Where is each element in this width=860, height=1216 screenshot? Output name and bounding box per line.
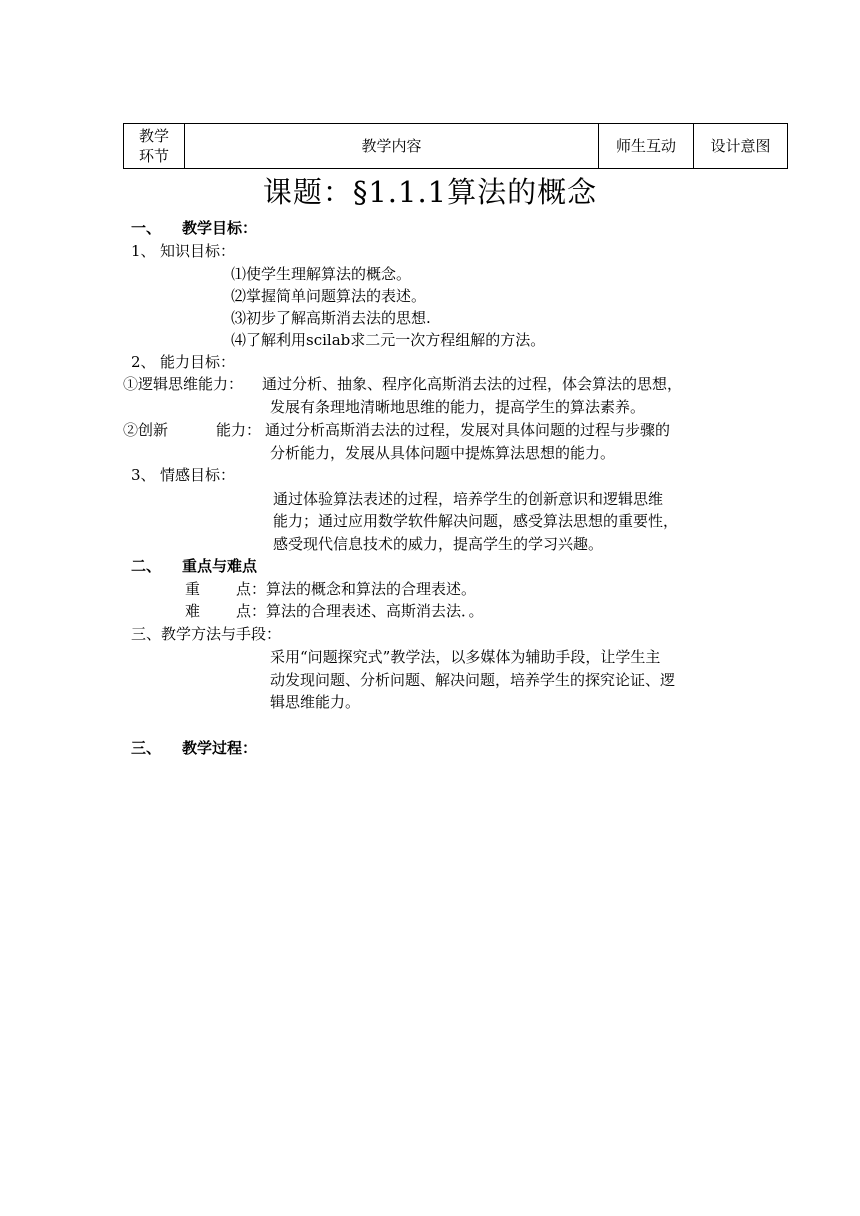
innovation-ability-line: 分析能力，发展从具体问题中提炼算法思想的能力。 xyxy=(270,444,616,462)
ability-label: 能力目标： xyxy=(160,353,236,371)
header-table xyxy=(123,123,788,169)
ability-number: 2、 xyxy=(131,353,156,371)
innovation-ability-label: ②创新 xyxy=(123,421,169,439)
section2-heading: 重点与难点 xyxy=(182,557,258,575)
innovation-ability-label-suffix: 能力： xyxy=(216,421,262,439)
header-cell-section xyxy=(124,124,185,169)
method-line: 辑思维能力。 xyxy=(270,693,361,711)
header-row xyxy=(124,124,788,169)
header-cell-section-line2: 环节 xyxy=(138,147,169,165)
knowledge-number: 1、 xyxy=(131,242,156,260)
emotion-number: 3、 xyxy=(131,466,156,484)
knowledge-item: ⑶初步了解高斯消去法的思想. xyxy=(231,309,431,327)
section1-heading: 教学目标： xyxy=(182,219,258,237)
section4-heading: 教学过程： xyxy=(182,739,258,757)
lesson-title: 课题：§1.1.1算法的概念 xyxy=(262,175,598,209)
header-cell-section-line1: 教学 xyxy=(138,127,169,145)
section4-number: 三、 xyxy=(131,739,162,757)
section2-number: 二、 xyxy=(131,557,162,575)
knowledge-label: 知识目标： xyxy=(160,242,236,260)
knowledge-item: ⑷了解利用scilab求二元一次方程组解的方法。 xyxy=(231,331,546,349)
knowledge-item: ⑵掌握简单问题算法的表述。 xyxy=(231,287,427,305)
header-cell-interaction: 师生互动 xyxy=(599,124,694,169)
logic-ability-line: 发展有条理地清晰地思维的能力，提高学生的算法素养。 xyxy=(270,398,646,416)
header-cell-content: 教学内容 xyxy=(185,124,599,169)
key-point-text: 算法的概念和算法的合理表述。 xyxy=(266,580,477,598)
difficulty-label-suffix: 点： xyxy=(236,602,267,620)
section1-number: 一、 xyxy=(131,219,162,237)
logic-ability-line: 通过分析、抽象、程序化高斯消去法的过程，体会算法的思想， xyxy=(262,375,683,393)
emotion-label: 情感目标： xyxy=(160,466,236,484)
innovation-ability-line: 通过分析高斯消去法的过程，发展对具体问题的过程与步骤的 xyxy=(265,421,671,439)
section3-heading: 三、教学方法与手段： xyxy=(131,625,282,643)
logic-ability-label: ①逻辑思维能力： xyxy=(123,375,244,393)
difficulty-text: 算法的合理表述、高斯消去法．。 xyxy=(266,602,484,620)
emotion-line: 通过体验算法表述的过程，培养学生的创新意识和逻辑思维 xyxy=(273,490,664,508)
difficulty-label: 难 xyxy=(185,602,201,620)
knowledge-item: ⑴使学生理解算法的概念。 xyxy=(231,265,412,283)
key-point-label: 重 xyxy=(185,580,201,598)
emotion-line: 能力；通过应用数学软件解决问题，感受算法思想的重要性， xyxy=(273,512,679,530)
emotion-line: 感受现代信息技术的威力，提高学生的学习兴趣。 xyxy=(273,535,604,553)
key-point-label-suffix: 点： xyxy=(236,580,267,598)
method-line: 采用“问题探究式”教学法，以多媒体为辅助手段，让学生主 xyxy=(270,648,661,666)
method-line: 动发现问题、分析问题、解决问题，培养学生的探究论证、逻 xyxy=(270,671,676,689)
header-cell-intent: 设计意图 xyxy=(694,124,788,169)
